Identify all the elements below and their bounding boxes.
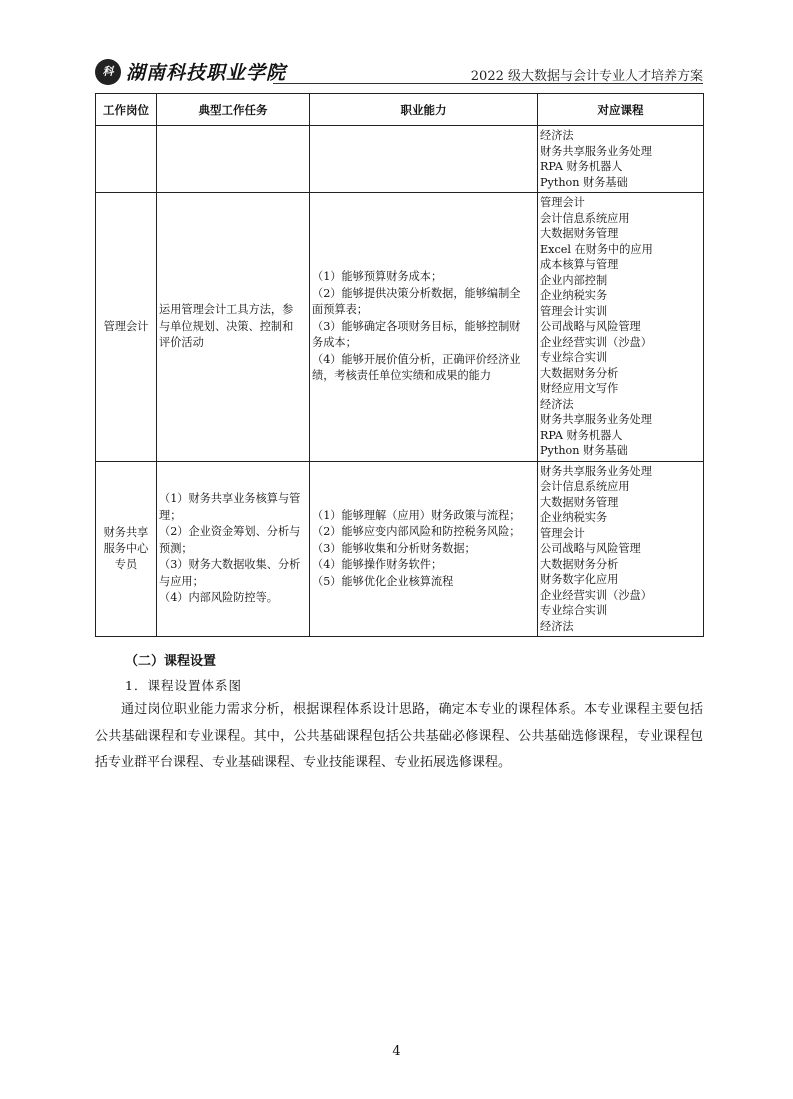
courses-cell xyxy=(538,461,704,637)
header-post: 工作岗位 xyxy=(96,94,157,126)
tasks-cell xyxy=(157,126,310,193)
section-heading: （二）课程设置 xyxy=(125,654,217,669)
ability-line: （3）能够确定各项财务目标，能够控制财 xyxy=(312,319,521,333)
course-item: 企业内部控制 xyxy=(540,273,608,287)
body-paragraph: 通过岗位职业能力需求分析，根据课程体系设计思路，确定本专业的课程体系。本专业课程主要包括公共基础课程和专业课程。其中，公共基础课程包括公共基础必修课程、公共基础选修课程，专业课程包括专业群平台课程、专业基础课程、专业技能课程、专业拓展选修课程。 xyxy=(95,702,703,770)
course-item: RPA 财务机器人 xyxy=(540,160,623,173)
table-row xyxy=(96,126,704,193)
ability-line: （2）能够应变内部风险和防控税务风险； xyxy=(312,525,521,538)
post-line: 服务中心 xyxy=(103,541,149,555)
course-item: 大数据财务管理 xyxy=(540,227,619,240)
course-item: 会计信息系统应用 xyxy=(540,211,630,225)
college-logo xyxy=(95,58,286,85)
task-line: （2）企业资金筹划、分析与 xyxy=(159,525,301,538)
ability-line: （1）能够预算财务成本； xyxy=(312,270,443,283)
post-line: 专员 xyxy=(114,557,138,571)
task-line: 运用管理会计工具方法，参 xyxy=(159,303,294,316)
table-header-row xyxy=(96,94,704,126)
course-item: 公司战略与风险管理 xyxy=(540,320,641,333)
course-item: 专业综合实训 xyxy=(540,351,608,364)
course-item: 财务共享服务业务处理 xyxy=(540,413,652,426)
course-item: 会计信息系统应用 xyxy=(540,480,630,493)
course-item: 企业经营实训（沙盘） xyxy=(540,588,652,602)
task-line: 评价活动 xyxy=(159,336,204,349)
post-cell: 管理会计 xyxy=(96,193,157,462)
course-item: 财务共享服务业务处理 xyxy=(540,144,652,158)
college-name: 湖南科技职业学院 xyxy=(126,62,287,84)
tasks-cell xyxy=(157,193,310,462)
ability-line: 面预算表； xyxy=(312,303,368,316)
course-item: 企业纳税实务 xyxy=(540,289,608,302)
course-item: 经济法 xyxy=(540,129,574,142)
course-item: 大数据财务管理 xyxy=(540,495,619,509)
ability-line: （2）能够提供决策分析数据，能够编制全 xyxy=(312,286,521,300)
ability-line: （3）能够收集和分析财务数据； xyxy=(312,541,476,555)
course-item: 管理会计实训 xyxy=(540,304,608,318)
post-cell xyxy=(96,126,157,193)
course-item: 经济法 xyxy=(540,619,574,633)
course-item: Python 财务基础 xyxy=(540,444,628,457)
table-row xyxy=(96,193,704,462)
table-row xyxy=(96,461,704,637)
post-line: 财务共享 xyxy=(103,525,149,539)
ability-line: （1）能够理解（应用）财务政策与流程； xyxy=(312,508,521,522)
document-title: 2022 级大数据与会计专业人才培养方案 xyxy=(470,69,703,84)
task-line: （1）财务共享业务核算与管 xyxy=(159,492,301,505)
tasks-cell xyxy=(157,461,310,637)
course-item: Excel 在财务中的应用 xyxy=(540,242,653,256)
post-cell xyxy=(96,461,157,637)
course-item: RPA 财务机器人 xyxy=(540,428,623,442)
course-item: Python 财务基础 xyxy=(540,175,628,189)
header-tasks: 典型工作任务 xyxy=(157,94,310,126)
ability-line: （4）能够开展价值分析，正确评价经济业 xyxy=(312,352,521,366)
course-item: 财经应用文写作 xyxy=(540,382,619,395)
task-line: 与应用； xyxy=(159,574,204,588)
course-item: 大数据财务分析 xyxy=(540,557,619,571)
course-item: 成本核算与管理 xyxy=(540,258,619,271)
course-item: 财务数字化应用 xyxy=(540,573,619,586)
courses-cell xyxy=(538,193,704,462)
header-abilities: 职业能力 xyxy=(310,94,538,126)
course-item: 管理会计 xyxy=(540,196,585,209)
college-seal-icon: 科 xyxy=(95,59,121,85)
course-item: 大数据财务分析 xyxy=(540,366,619,380)
abilities-cell xyxy=(310,461,538,637)
ability-line: 务成本； xyxy=(312,336,357,349)
course-item: 企业纳税实务 xyxy=(540,511,608,524)
task-line: （3）财务大数据收集、分析 xyxy=(159,558,301,571)
course-item: 管理会计 xyxy=(540,526,585,540)
course-item: 财务共享服务业务处理 xyxy=(540,464,652,478)
course-item: 经济法 xyxy=(540,397,574,411)
header-divider xyxy=(273,83,703,84)
subsection-heading: 1．课程设置体系图 xyxy=(125,678,242,693)
course-item: 企业经营实训（沙盘） xyxy=(540,335,652,349)
task-line: 预测； xyxy=(159,541,193,555)
page-header xyxy=(95,58,703,86)
course-item: 专业综合实训 xyxy=(540,604,608,617)
abilities-cell xyxy=(310,193,538,462)
abilities-cell xyxy=(310,126,538,193)
ability-line: （4）能够操作财务软件； xyxy=(312,558,443,571)
task-line: 理； xyxy=(159,508,182,522)
task-line: （4）内部风险防控等。 xyxy=(159,591,278,604)
ability-line: 绩，考核责任单位实绩和成果的能力 xyxy=(312,369,492,382)
course-item: 公司战略与风险管理 xyxy=(540,542,641,555)
page-number: 4 xyxy=(392,1044,401,1059)
ability-line: （5）能够优化企业核算流程 xyxy=(312,574,454,588)
header-courses: 对应课程 xyxy=(538,94,704,126)
task-line: 与单位规划、决策、控制和 xyxy=(159,319,294,333)
courses-cell xyxy=(538,126,704,193)
course-mapping-table xyxy=(95,93,704,637)
